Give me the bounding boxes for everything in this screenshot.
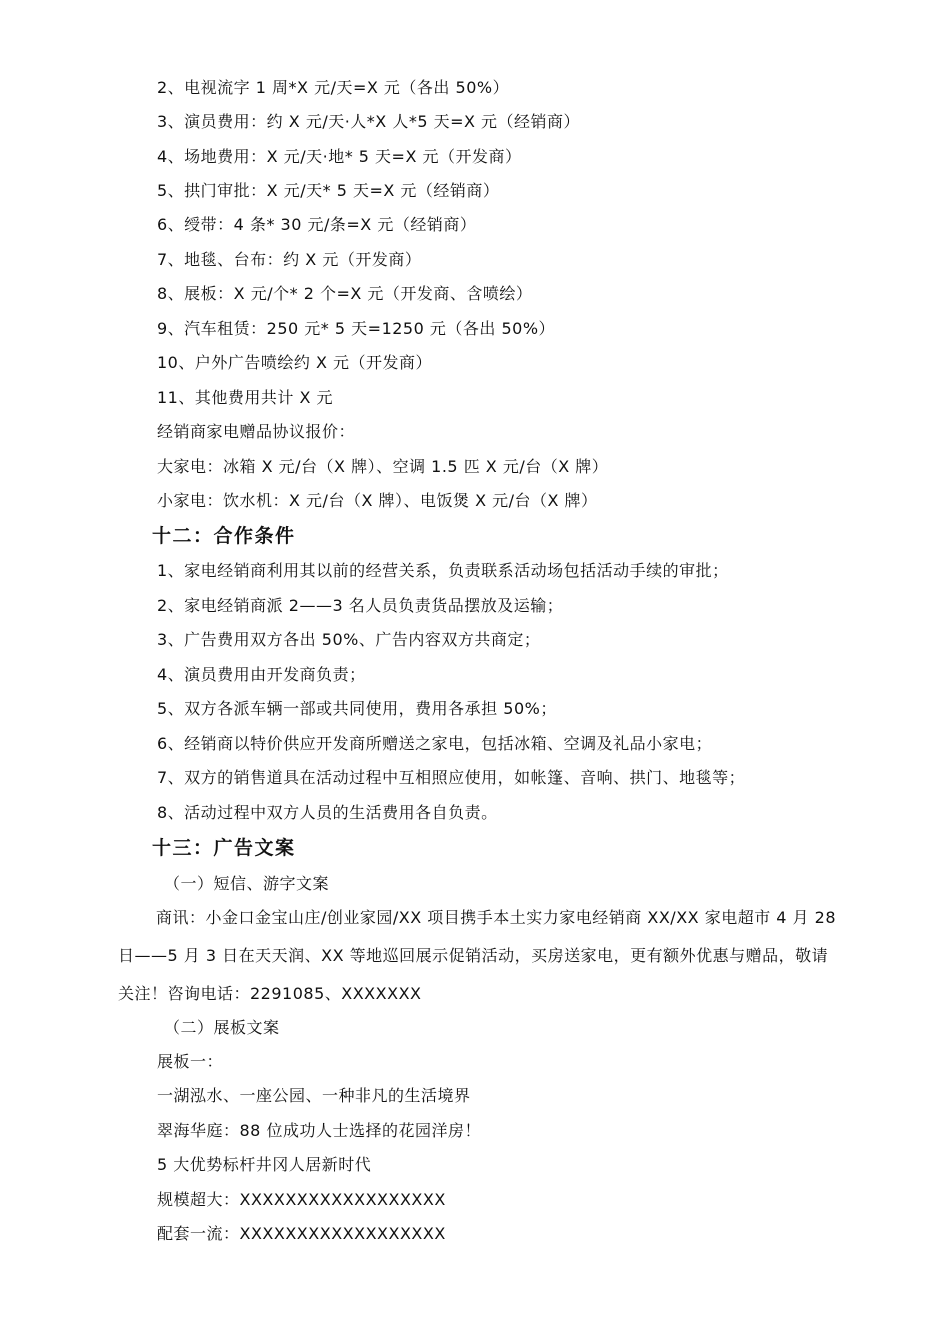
cost-item: 6、绶带：4 条* 30 元/条=X 元（经销商） xyxy=(157,215,477,234)
cost-item: 2、电视流字 1 周*X 元/天=X 元（各出 50%） xyxy=(157,78,510,97)
cooperation-item: 2、家电经销商派 2——3 名人员负责货品摆放及运输； xyxy=(157,596,564,615)
board-line: 配套一流：XXXXXXXXXXXXXXXXXX xyxy=(157,1224,446,1243)
board-line: 一湖泓水、一座公园、一种非凡的生活境界 xyxy=(157,1086,471,1105)
cost-item: 7、地毯、台布：约 X 元（开发商） xyxy=(157,250,422,269)
cooperation-item: 3、广告费用双方各出 50%、广告内容双方共商定； xyxy=(157,630,541,649)
cost-item: 8、展板：X 元/个* 2 个=X 元（开发商、含喷绘） xyxy=(157,284,533,303)
cooperation-item: 6、经销商以特价供应开发商所赠送之家电，包括冰箱、空调及礼品小家电； xyxy=(157,734,713,753)
section-13-heading: 十三：广告文案 xyxy=(152,837,296,859)
section-12-heading: 十二：合作条件 xyxy=(152,525,296,547)
cooperation-item: 4、演员费用由开发商负责； xyxy=(157,665,366,684)
cooperation-item: 1、家电经销商利用其以前的经营关系，负责联系活动场包括活动手续的审批； xyxy=(157,561,729,580)
cost-item: 4、场地费用：X 元/天·地* 5 天=X 元（开发商） xyxy=(157,147,522,166)
board-line: 5 大优势标杆井冈人居新时代 xyxy=(157,1155,372,1174)
gift-quote-heading: 经销商家电赠品协议报价： xyxy=(157,422,356,441)
board-line: 规模超大：XXXXXXXXXXXXXXXXXX xyxy=(157,1190,446,1209)
subsection-sms-title: （一）短信、游字文案 xyxy=(164,874,330,893)
gift-quote-line: 小家电：饮水机：X 元/台（X 牌）、电饭煲 X 元/台（X 牌） xyxy=(157,491,598,510)
subsection-board-title: （二）展板文案 xyxy=(164,1018,280,1037)
sms-copy-paragraph: 商讯：小金口金宝山庄/创业家园/XX 项目携手本土实力家电经销商 XX/XX 家电超市 4 月 28 日——5 月 3 日在天天润、XX 等地巡回展示促销活动，买房送家电，更有额外优惠与赠品，敬请关注！咨询电话：2291085、XXXXXXX xyxy=(118,908,836,1003)
cooperation-item: 7、双方的销售道具在活动过程中互相照应使用，如帐篷、音响、拱门、地毯等； xyxy=(157,768,746,787)
cooperation-item: 8、活动过程中双方人员的生活费用各自负责。 xyxy=(157,803,498,822)
cost-item: 9、汽车租赁：250 元* 5 天=1250 元（各出 50%） xyxy=(157,319,556,338)
board-line: 翠海华庭：88 位成功人士选择的花园洋房！ xyxy=(157,1121,481,1140)
cost-item: 10、户外广告喷绘约 X 元（开发商） xyxy=(157,353,432,372)
cooperation-item: 5、双方各派车辆一部或共同使用，费用各承担 50%； xyxy=(157,699,557,718)
cost-item: 5、拱门审批：X 元/天* 5 天=X 元（经销商） xyxy=(157,181,500,200)
cost-item: 11、其他费用共计 X 元 xyxy=(157,388,333,407)
cost-item: 3、演员费用：约 X 元/天·人*X 人*5 天=X 元（经销商） xyxy=(157,112,581,131)
board-line: 展板一： xyxy=(157,1052,224,1071)
gift-quote-line: 大家电：冰箱 X 元/台（X 牌）、空调 1.5 匹 X 元/台（X 牌） xyxy=(157,457,609,476)
